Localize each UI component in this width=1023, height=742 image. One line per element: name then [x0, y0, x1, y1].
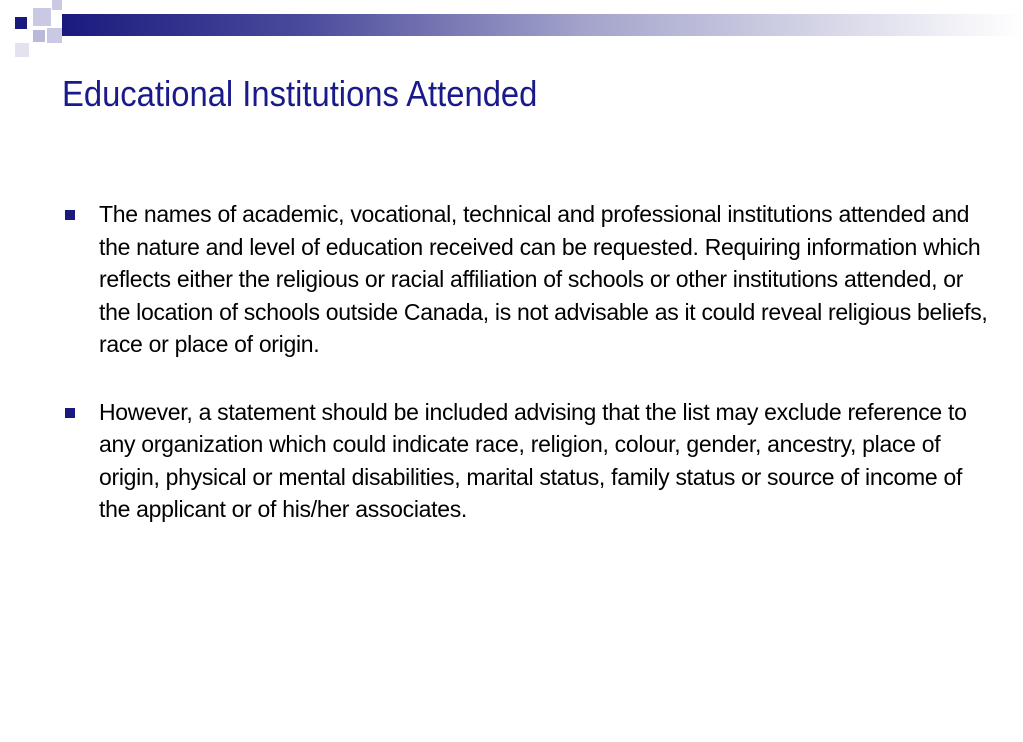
bullet-text: However, a statement should be included advising that the list may exclude reference to any organization which could indicate race, religion, colour, gender, ancestry, place of origin, physical or mental disabilities, marital status, family status or source of income of the applicant or of his/her associates. — [99, 398, 967, 522]
bullet-item — [62, 396, 997, 526]
square-bullet-icon — [65, 408, 75, 418]
bullet-item — [62, 198, 997, 361]
decor-square — [33, 30, 45, 42]
decor-square — [15, 43, 29, 57]
decor-square — [15, 17, 27, 29]
slide-title: Educational Institutions Attended — [62, 73, 538, 114]
decor-square — [52, 0, 62, 10]
decor-square — [33, 8, 51, 26]
square-bullet-icon — [65, 210, 75, 220]
bullet-text: The names of academic, vocational, technical and professional institutions attended and the nature and level of education received can be requested. Requiring information which reflects either the religious or racial affiliation of schools or other institutions attended, or the location of schools outside Canada, is not advisable as it could reveal religious beliefs, race or place of origin. — [99, 201, 988, 357]
bullet-list — [62, 198, 997, 561]
header-gradient-band — [62, 14, 1023, 36]
decor-square — [47, 28, 62, 43]
